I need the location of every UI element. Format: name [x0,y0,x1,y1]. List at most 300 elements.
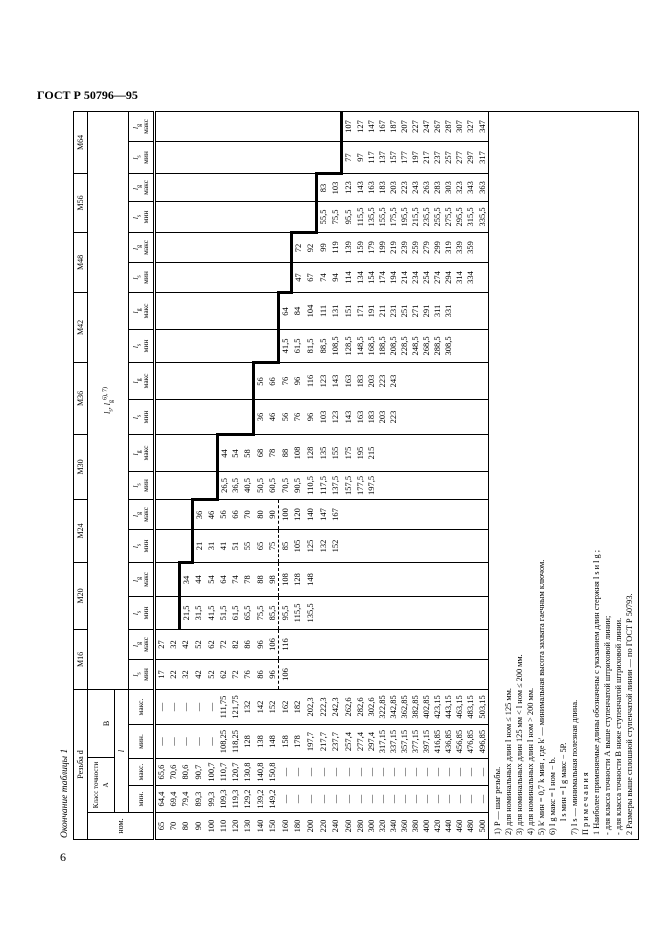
note-item: 1 Наиболее применяемые длины обозначены с указанием длин стержня l s и l g ; [591,549,601,835]
m48-lg-cell [155,232,168,262]
m16-lg-cell: 27 [155,629,168,659]
m20-ls-header: $l_s$ мин [129,596,155,629]
m56-ls-cell: 315,5 [465,201,476,232]
m36-ls-cell [443,399,454,434]
dimensions-table [73,111,639,840]
m24-lg-cell [477,499,489,529]
m20-lg-cell [317,562,330,596]
a-max-cell: — [432,759,443,786]
m30-ls-cell [205,471,218,499]
m24-lg-cell: 70 [241,499,254,529]
size-header-m20: M20 [74,562,88,629]
m42-lg-cell [465,292,476,329]
m56-lg-cell: 143 [355,173,366,201]
m42-ls-cell: 148,5 [355,329,366,362]
m16-ls-cell: 52 [205,659,218,689]
m20-lg-cell [399,562,410,596]
m56-ls-cell: 275,5 [443,201,454,232]
m24-ls-cell: 85 [279,529,292,562]
m16-lg-cell [355,629,366,659]
m64-ls-cell [241,141,254,173]
m56-lg-cell: 343 [465,173,476,201]
m56-ls-cell [241,201,254,232]
m42-ls-cell [192,329,205,362]
nominal-cell: 100 [205,813,218,840]
m16-ls-cell [410,659,421,689]
a-max-cell: — [355,759,366,786]
m64-ls-cell: 297 [465,141,476,173]
m48-lg-cell [266,232,279,262]
m24-ls-cell: 152 [329,529,342,562]
m16-lg-cell [329,629,342,659]
a-max-cell: 120,7 [230,759,241,786]
m64-ls-cell: 77 [342,141,355,173]
m16-lg-cell [432,629,443,659]
a-min-cell: — [279,786,292,813]
m48-ls-header: $l_s$ мин [129,262,155,292]
m20-ls-cell: 115,5 [292,596,305,629]
size-header-m30: M30 [74,434,88,499]
a-max-cell: 130,8 [241,759,254,786]
m64-lg-cell: 307 [454,111,465,141]
m48-lg-cell: 179 [366,232,377,262]
m36-ls-cell [167,399,180,434]
a-max-cell: 65,6 [155,759,168,786]
m16-lg-cell [388,629,399,659]
m48-lg-cell [180,232,193,262]
m24-lg-cell [399,499,410,529]
m24-ls-cell: 55 [241,529,254,562]
a-max-cell: — [342,759,355,786]
m16-lg-cell: 106 [266,629,279,659]
a-min-cell: — [355,786,366,813]
m64-ls-cell: 277 [454,141,465,173]
b-min-cell: 456,85 [454,725,465,759]
m56-lg-cell [167,173,180,201]
m64-lg-cell [279,111,292,141]
size-header-m56: M56 [74,173,88,232]
m64-ls-cell [304,141,317,173]
m36-lg-cell [443,362,454,399]
m48-lg-cell: 99 [317,232,330,262]
m36-lg-cell [241,362,254,399]
m56-ls-cell [279,201,292,232]
m36-lg-cell [465,362,476,399]
m36-ls-cell: 163 [355,399,366,434]
m20-lg-cell [167,562,180,596]
m20-ls-cell [317,596,330,629]
m64-lg-cell: 147 [366,111,377,141]
m42-lg-cell: 104 [304,292,317,329]
m24-lg-cell: 140 [304,499,317,529]
m36-lg-cell: 123 [317,362,330,399]
m56-lg-cell: 263 [421,173,432,201]
m48-ls-cell: 67 [304,262,317,292]
m56-lg-cell [304,173,317,201]
m20-ls-cell: 85,5 [266,596,279,629]
m24-ls-cell: 132 [317,529,330,562]
m24-lg-cell [180,499,193,529]
a-min-cell: 129,2 [241,786,254,813]
a-min-cell: 149,2 [266,786,279,813]
m56-lg-cell: 163 [366,173,377,201]
rotated-table-block [60,112,634,840]
m42-ls-cell [167,329,180,362]
m20-ls-cell: 51,5 [217,596,230,629]
size-header-m42: M42 [74,292,88,362]
m16-ls-cell [366,659,377,689]
m24-lg-cell [443,499,454,529]
m24-lg-cell: 80 [254,499,267,529]
m36-ls-cell [410,399,421,434]
nominal-header: ном. [88,813,155,840]
footnote: 4) для номинальных длин l ном > 200 мм. [525,687,535,835]
m36-lg-cell [477,362,489,399]
m36-ls-cell: 46 [266,399,279,434]
m56-ls-cell [254,201,267,232]
b-min-cell: — [192,725,205,759]
b-max-cell: 262,6 [342,689,355,724]
m30-lg-cell: 128 [304,434,317,471]
m56-lg-cell: 83 [317,173,330,201]
m24-ls-cell [155,529,168,562]
m36-ls-cell [421,399,432,434]
m24-lg-cell [410,499,421,529]
m42-lg-cell: 291 [421,292,432,329]
m36-ls-cell [454,399,465,434]
m48-ls-cell: 294 [443,262,454,292]
m30-lg-cell: 88 [279,434,292,471]
m64-ls-cell: 257 [443,141,454,173]
m36-lg-cell: 143 [329,362,342,399]
a-min-cell: 139,2 [254,786,267,813]
a-max-cell: — [304,759,317,786]
m24-ls-cell [465,529,476,562]
m36-lg-cell: 183 [355,362,366,399]
m64-lg-cell: 187 [388,111,399,141]
m42-ls-cell: 248,5 [410,329,421,362]
class-label: Класс точности [92,761,100,809]
m56-lg-cell: 203 [388,173,399,201]
m30-ls-cell: 197,5 [366,471,377,499]
m36-ls-cell: 76 [292,399,305,434]
size-header-m64: M64 [74,111,88,173]
m56-ls-cell: 75,5 [329,201,342,232]
m24-lg-cell: 56 [217,499,230,529]
m16-ls-cell: 106 [279,659,292,689]
table-row [443,111,454,839]
m20-ls-cell: 65,5 [241,596,254,629]
m48-ls-cell [279,262,292,292]
m16-lg-header: $l_g$ макс [129,629,155,659]
m16-ls-cell: 86 [254,659,267,689]
m30-lg-cell [399,434,410,471]
a-max-cell: — [477,759,489,786]
m48-lg-cell [217,232,230,262]
nominal-cell: 440 [443,813,454,840]
m20-lg-cell: 78 [241,562,254,596]
m36-lg-cell [155,362,168,399]
a-max-cell: 100,7 [205,759,218,786]
m36-lg-header: $l_g$ макс [129,362,155,399]
m24-lg-cell [377,499,388,529]
thread-header: Резьба d [74,689,88,839]
m30-ls-cell: 36,5 [230,471,241,499]
m64-ls-cell [205,141,218,173]
b-max-cell: 463,15 [454,689,465,724]
m24-lg-header: $l_g$ макс [129,499,155,529]
nominal-cell: 65 [155,813,168,840]
m48-lg-cell: 159 [355,232,366,262]
m16-ls-cell [465,659,476,689]
table-row [477,111,489,839]
m64-lg-cell [230,111,241,141]
m16-ls-cell [355,659,366,689]
m42-lg-cell [477,292,489,329]
m56-lg-header: $l_g$ макс [129,173,155,201]
m48-lg-cell: 339 [454,232,465,262]
b-max-cell: — [180,689,193,724]
table-row [399,111,410,839]
table-row [317,111,330,839]
m56-lg-cell: 243 [410,173,421,201]
m36-lg-cell: 243 [388,362,399,399]
m20-ls-cell: 21,5 [180,596,193,629]
m24-lg-cell: 147 [317,499,330,529]
m16-lg-cell [410,629,421,659]
m20-lg-cell: 44 [192,562,205,596]
m64-ls-cell: 157 [388,141,399,173]
m36-ls-cell [205,399,218,434]
m42-ls-cell: 41,5 [279,329,292,362]
m48-ls-cell [192,262,205,292]
table-row [366,111,377,839]
m42-lg-header: $l_g$ макс [129,292,155,329]
m30-lg-cell: 78 [266,434,279,471]
m30-ls-cell [477,471,489,499]
m56-lg-cell [205,173,218,201]
a-max-cell: — [279,759,292,786]
m24-ls-cell [410,529,421,562]
m20-ls-cell: 61,5 [230,596,241,629]
m64-ls-cell: 177 [399,141,410,173]
m24-ls-cell [388,529,399,562]
accuracy-class-header [88,689,129,812]
m24-ls-cell [377,529,388,562]
m36-lg-cell: 56 [254,362,267,399]
m20-ls-cell [377,596,388,629]
m42-ls-cell: 108,5 [329,329,342,362]
m56-lg-cell [180,173,193,201]
m48-ls-cell: 154 [366,262,377,292]
m48-lg-cell [192,232,205,262]
m64-ls-cell [292,141,305,173]
footnote: 1) P — шаг резьбы. [492,766,502,835]
table-title: Окончание таблицы 1 [60,748,70,838]
b-max-cell: 483,15 [465,689,476,724]
m48-ls-cell: 194 [388,262,399,292]
m36-ls-cell [230,399,241,434]
nominal-cell: 320 [377,813,388,840]
m16-ls-cell [317,659,330,689]
m24-ls-cell: 31 [205,529,218,562]
m48-lg-header: $l_g$ макс [129,232,155,262]
m36-ls-cell: 123 [329,399,342,434]
m48-ls-cell [217,262,230,292]
b-max-cell: 121,75 [230,689,241,724]
m42-lg-cell [155,292,168,329]
b-max-cell: 142 [254,689,267,724]
footnote: 5) k' мин = 0,7 k мин , где k' — минимальная высота захвата гаечным ключом. [536,559,546,835]
m16-lg-cell: 62 [205,629,218,659]
m24-ls-header: $l_s$ мин [129,529,155,562]
b-min-cell: 436,85 [443,725,454,759]
m30-ls-cell: 50,5 [254,471,267,499]
b-min-cell: 128 [241,725,254,759]
b-max-cell: — [192,689,205,724]
m16-ls-cell [477,659,489,689]
nominal-cell: 120 [230,813,241,840]
m20-lg-cell [465,562,476,596]
a-min-cell: — [292,786,305,813]
m48-ls-cell [254,262,267,292]
m64-ls-header: $l_s$ мин [129,141,155,173]
nominal-cell: 480 [465,813,476,840]
m16-ls-cell [432,659,443,689]
m56-lg-cell [155,173,168,201]
m42-ls-cell: 88,5 [317,329,330,362]
b-max-cell: 152 [266,689,279,724]
m16-lg-cell [304,629,317,659]
m24-ls-cell [180,529,193,562]
m56-lg-cell: 283 [432,173,443,201]
a-min-cell: — [421,786,432,813]
b-max-cell: 111,75 [217,689,230,724]
m42-ls-cell: 61,5 [292,329,305,362]
page-number: 6 [60,850,66,864]
m24-lg-cell: 100 [279,499,292,529]
m24-lg-cell [388,499,399,529]
m48-ls-cell: 174 [377,262,388,292]
m42-ls-cell: 168,5 [366,329,377,362]
m56-ls-cell [155,201,168,232]
m42-ls-cell [454,329,465,362]
footnote: 7) l s — минимальная полезная длина. [569,699,579,835]
m56-ls-cell: 335,5 [477,201,489,232]
m36-lg-cell [410,362,421,399]
m24-ls-cell [432,529,443,562]
m30-ls-cell [432,471,443,499]
table-row [355,111,366,839]
a-min-cell: 119,3 [230,786,241,813]
m48-ls-cell [477,262,489,292]
m20-ls-cell: 75,5 [254,596,267,629]
m30-lg-cell [388,434,399,471]
b-max-cell: — [205,689,218,724]
m56-ls-cell [292,201,305,232]
b-min-cell: — [180,725,193,759]
table-row [410,111,421,839]
m64-ls-cell [230,141,241,173]
m64-ls-cell [155,141,168,173]
m36-ls-cell [465,399,476,434]
m16-ls-cell: 96 [266,659,279,689]
b-max-cell: 382,85 [410,689,421,724]
m30-lg-cell: 135 [317,434,330,471]
m56-lg-cell: 363 [477,173,489,201]
m16-lg-cell: 96 [254,629,267,659]
m36-lg-cell: 163 [342,362,355,399]
m30-lg-cell: 44 [217,434,230,471]
a-max-cell: 70,6 [167,759,180,786]
m64-ls-cell: 197 [410,141,421,173]
m16-ls-cell: 22 [167,659,180,689]
m42-ls-cell [180,329,193,362]
m48-lg-cell: 72 [292,232,305,262]
m42-ls-header: $l_s$ мин [129,329,155,362]
m30-lg-cell [167,434,180,471]
m16-lg-cell [342,629,355,659]
m56-lg-cell [292,173,305,201]
nominal-cell: 150 [266,813,279,840]
a-max-cell: 90,7 [192,759,205,786]
m48-ls-cell [180,262,193,292]
m20-lg-cell [366,562,377,596]
m64-ls-cell: 137 [377,141,388,173]
a-max-cell: — [292,759,305,786]
a-max-cell: — [454,759,465,786]
table-row [155,111,168,839]
table-row [192,111,205,839]
m56-lg-cell: 183 [377,173,388,201]
m36-ls-cell: 223 [388,399,399,434]
m56-ls-cell: 255,5 [432,201,443,232]
a-min-cell: — [477,786,489,813]
m36-lg-cell: 66 [266,362,279,399]
m30-ls-cell [399,471,410,499]
m42-ls-cell [254,329,267,362]
m20-lg-cell [329,562,342,596]
m56-ls-cell: 295,5 [454,201,465,232]
a-min-cell: 64,4 [155,786,168,813]
m56-ls-cell: 135,5 [366,201,377,232]
m48-lg-cell: 259 [410,232,421,262]
m64-lg-cell [217,111,230,141]
m20-lg-cell [342,562,355,596]
a-min-cell: 89,3 [192,786,205,813]
m20-ls-cell [355,596,366,629]
m16-ls-cell [388,659,399,689]
m30-ls-cell [377,471,388,499]
m30-lg-cell: 68 [254,434,267,471]
m42-ls-cell [205,329,218,362]
m36-ls-cell [180,399,193,434]
a-min-cell: — [342,786,355,813]
b-max-cell: 443,15 [443,689,454,724]
m30-ls-header: $l_s$ мин [129,471,155,499]
m16-lg-cell [477,629,489,659]
m56-ls-cell: 55,5 [317,201,330,232]
nominal-cell: 400 [421,813,432,840]
m48-lg-cell: 219 [388,232,399,262]
table-row [304,111,317,839]
m48-lg-cell: 279 [421,232,432,262]
m36-lg-cell [205,362,218,399]
m30-lg-cell [180,434,193,471]
a-max-cell: — [443,759,454,786]
m30-ls-cell [155,471,168,499]
nominal-cell: 500 [477,813,489,840]
